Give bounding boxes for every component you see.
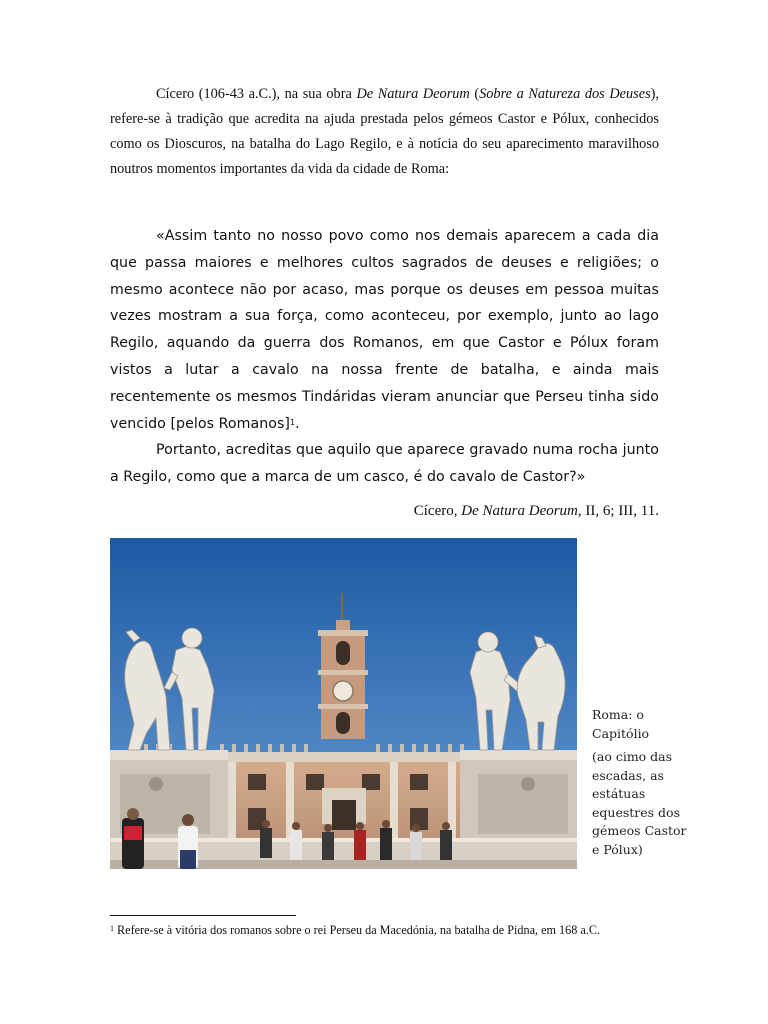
quote-text-1: «Assim tanto no nosso povo como nos demais aparecem a cada dia que passa maiores e melhores cultos sagrados de deuses e religiões; o mesmo acontece não por acaso, mas porque os deuses em pessoa muitas vezes mostram a sua força, como aconteceu, por exemplo, junto ao lago Regilo, aquando da guerra dos Romanos, em que Castor e Pólux foram vistos a lutar a cavalo na nossa frente de batalha, e ainda mais recentemente os mesmos Tindáridas vieram anunciar que Perseu tinha sido vencido [pelos Romanos] (110, 228, 659, 432)
intro-text-3: ), refere-se à tradição que acredita na ajuda prestada pelos gémeos Castor e Pólux, conhecidos como os Dioscuros, na batalha do Lago Regilo, e à notícia do seu aparecimento maravilhoso noutros momentos importantes da vida da cidade de Roma: (110, 86, 659, 177)
work-title-portuguese: Sobre a Natureza dos Deuses (479, 86, 651, 102)
quote-citation (414, 500, 659, 522)
intro-text-1: Cícero (106-43 a.C.), na sua obra (156, 86, 357, 102)
quote-text-1-end: . (295, 415, 300, 432)
citation-work: De Natura Deorum (461, 503, 578, 519)
work-title-latin: De Natura Deorum (356, 86, 470, 102)
citation-reference: , II, 6; III, 11. (577, 503, 659, 519)
capitol-photo (110, 538, 577, 869)
footnote (110, 922, 670, 938)
footnote-divider (110, 915, 296, 916)
intro-text-2: ( (469, 86, 480, 102)
caption-title: Roma: o Capitólio (592, 707, 650, 741)
footnote-number: 1 (110, 924, 114, 933)
footnote-text: Refere-se à vitória dos romanos sobre o rei Perseu da Macedónia, na batalha de Pidna, em 168 a.C. (114, 923, 600, 937)
caption-text: (ao cimo das escadas, as estátuas equestres dos gémeos Castor e Pólux) (592, 749, 687, 857)
quote-paragraph-2: Portanto, acreditas que aquilo que aparece gravado numa rocha junto a Regilo, como que a marca de um casco, é do cavalo de Castor?» (110, 442, 659, 486)
citation-author: Cícero, (413, 503, 462, 519)
intro-paragraph (110, 82, 659, 182)
photo-caption (592, 706, 692, 859)
quote-paragraph-1 (110, 223, 659, 437)
footnote-reference[interactable]: 1 (290, 417, 296, 427)
cicero-quotation (110, 223, 659, 491)
